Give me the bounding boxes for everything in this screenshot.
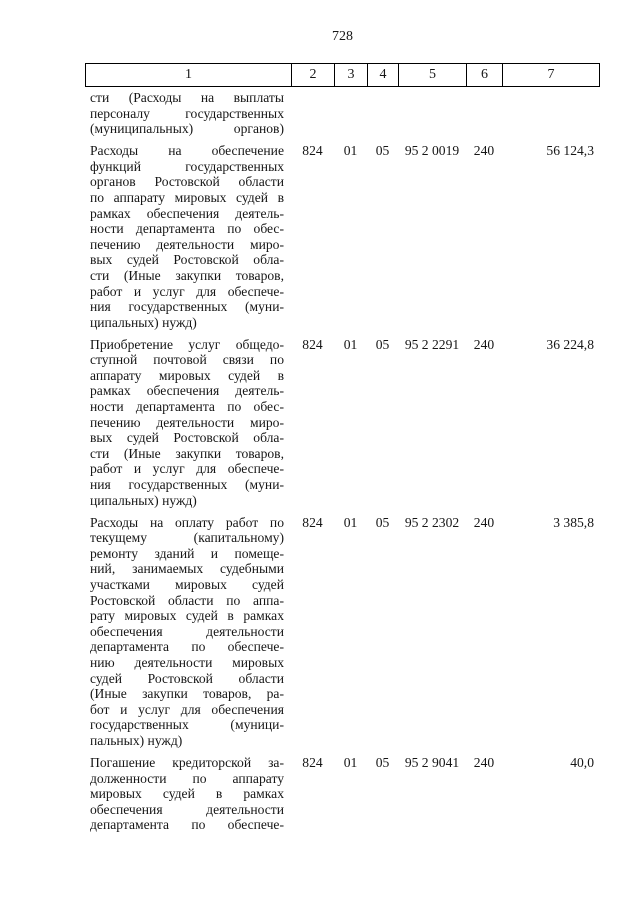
description-line: вых судей Ростовской обла- <box>90 430 284 446</box>
value-cell-col-2: 824 <box>302 754 323 770</box>
value-cell-col-5: 95 2 2291 <box>404 336 460 352</box>
header-col-3: 3 <box>334 64 367 86</box>
header-col-1: 1 <box>185 67 192 82</box>
description-line: вых судей Ростовской обла- <box>90 252 284 268</box>
value-cell-col-5: 95 2 2302 <box>404 514 460 530</box>
header-col-4: 4 <box>367 64 398 86</box>
description-line: сти (Расходы на выплаты <box>90 90 284 105</box>
table-row <box>85 515 600 749</box>
description-line: печению деятельности миро- <box>90 414 284 430</box>
value-cell-col-3 <box>334 90 367 106</box>
row-description <box>85 755 291 833</box>
description-line: участками мировых судей <box>90 576 284 592</box>
description-line: мировых судей в рамках <box>90 786 284 802</box>
description-line: работ и услуг для обеспече- <box>90 283 284 299</box>
row-description <box>85 90 291 137</box>
description-line: Приобретение услуг общедо- <box>90 336 284 352</box>
table-row <box>85 143 600 330</box>
description-line: департамента по обеспече- <box>90 639 284 655</box>
value-cell-col-5 <box>398 90 466 106</box>
value-cell-col-2: 824 <box>302 143 323 159</box>
description-line: сти (Иные закупки товаров, <box>90 267 284 283</box>
description-line: обеспечения деятельности <box>90 623 284 639</box>
description-line: рамках обеспечения деятель- <box>90 383 284 399</box>
table-row <box>85 755 600 833</box>
value-cell-col-4: 05 <box>375 143 390 159</box>
description-line: Ростовской области по аппа- <box>90 592 284 608</box>
description-line: работ и услуг для обеспече- <box>90 461 284 477</box>
value-cell-col-6: 240 <box>473 514 495 530</box>
value-cell-col-6: 240 <box>473 143 495 159</box>
description-line: ступной почтовой связи по <box>90 352 284 368</box>
table-body <box>85 90 600 839</box>
value-cell-col-5: 95 2 0019 <box>404 143 460 159</box>
value-cell-col-4: 05 <box>375 336 390 352</box>
description-line: пальных) нужд) <box>90 732 183 748</box>
description-line: обеспечения деятельности <box>90 801 284 817</box>
description-line: нию деятельности мировых <box>90 654 284 670</box>
description-line: по аппарату мировых судей в <box>90 189 284 205</box>
value-cell-col-2: 824 <box>302 514 323 530</box>
description-line: ципальных) нужд) <box>90 314 197 330</box>
description-line: ности департамента по обес- <box>90 221 284 237</box>
value-cell-col-5: 95 2 9041 <box>404 754 460 770</box>
description-line: ципальных) нужд) <box>90 492 197 508</box>
description-line: печению деятельности миро- <box>90 236 284 252</box>
header-col-2: 2 <box>291 64 334 86</box>
table-row <box>85 337 600 509</box>
description-line: текущему (капитальному) <box>90 530 284 546</box>
description-line: органов Ростовской области <box>90 174 284 190</box>
description-line: рамках обеспечения деятель- <box>90 205 284 221</box>
description-line: ния государственных (муни- <box>90 299 284 315</box>
description-line: ремонту зданий и помеще- <box>90 545 284 561</box>
value-cell-col-3: 01 <box>343 754 358 770</box>
description-line: ний, занимаемых судебными <box>90 561 284 577</box>
row-description <box>85 515 291 749</box>
description-line: ния государственных (муни- <box>90 477 284 493</box>
value-cell-col-7 <box>502 90 600 106</box>
header-col-7: 7 <box>502 64 599 86</box>
value-cell-col-3: 01 <box>343 336 358 352</box>
description-line: персоналу государственных <box>90 105 284 121</box>
description-line: государственных (муници- <box>90 717 284 733</box>
table-row <box>85 90 600 137</box>
value-cell-col-6 <box>466 90 502 106</box>
value-cell-col-3: 01 <box>343 143 358 159</box>
description-line: рату мировых судей в рамках <box>90 608 284 624</box>
value-cell-col-7: 56 124,3 <box>546 143 594 159</box>
description-line: бот и услуг для обеспечения <box>90 701 284 717</box>
value-cell-col-4 <box>367 90 398 106</box>
description-line: департамента по обеспече- <box>90 817 284 833</box>
header-col-5: 5 <box>398 64 466 86</box>
value-cell-col-4: 05 <box>375 514 390 530</box>
description-line: сти (Иные закупки товаров, <box>90 445 284 461</box>
table-header-row <box>85 63 600 87</box>
row-description <box>85 143 291 330</box>
description-line: Погашение кредиторской за- <box>90 754 284 770</box>
value-cell-col-6: 240 <box>473 754 495 770</box>
description-line: ности департамента по обес- <box>90 399 284 415</box>
value-cell-col-7: 3 385,8 <box>553 514 594 530</box>
value-cell-col-6: 240 <box>473 336 495 352</box>
row-description <box>85 337 291 509</box>
value-cell-col-7: 40,0 <box>570 754 594 770</box>
value-cell-col-3: 01 <box>343 514 358 530</box>
description-line: (муниципальных) органов) <box>90 121 284 137</box>
description-line: судей Ростовской области <box>90 670 284 686</box>
page-number: 728 <box>332 29 353 44</box>
description-line: долженности по аппарату <box>90 770 284 786</box>
value-cell-col-2: 824 <box>302 336 323 352</box>
value-cell-col-7: 36 224,8 <box>546 336 594 352</box>
value-cell-col-4: 05 <box>375 754 390 770</box>
description-line: функций государственных <box>90 158 284 174</box>
description-line: аппарату мировых судей в <box>90 367 284 383</box>
value-cell-col-2 <box>291 90 334 106</box>
description-line: (Иные закупки товаров, ра- <box>90 686 284 702</box>
header-col-6: 6 <box>466 64 502 86</box>
description-line: Расходы на оплату работ по <box>90 514 284 530</box>
description-line: Расходы на обеспечение <box>90 143 284 159</box>
